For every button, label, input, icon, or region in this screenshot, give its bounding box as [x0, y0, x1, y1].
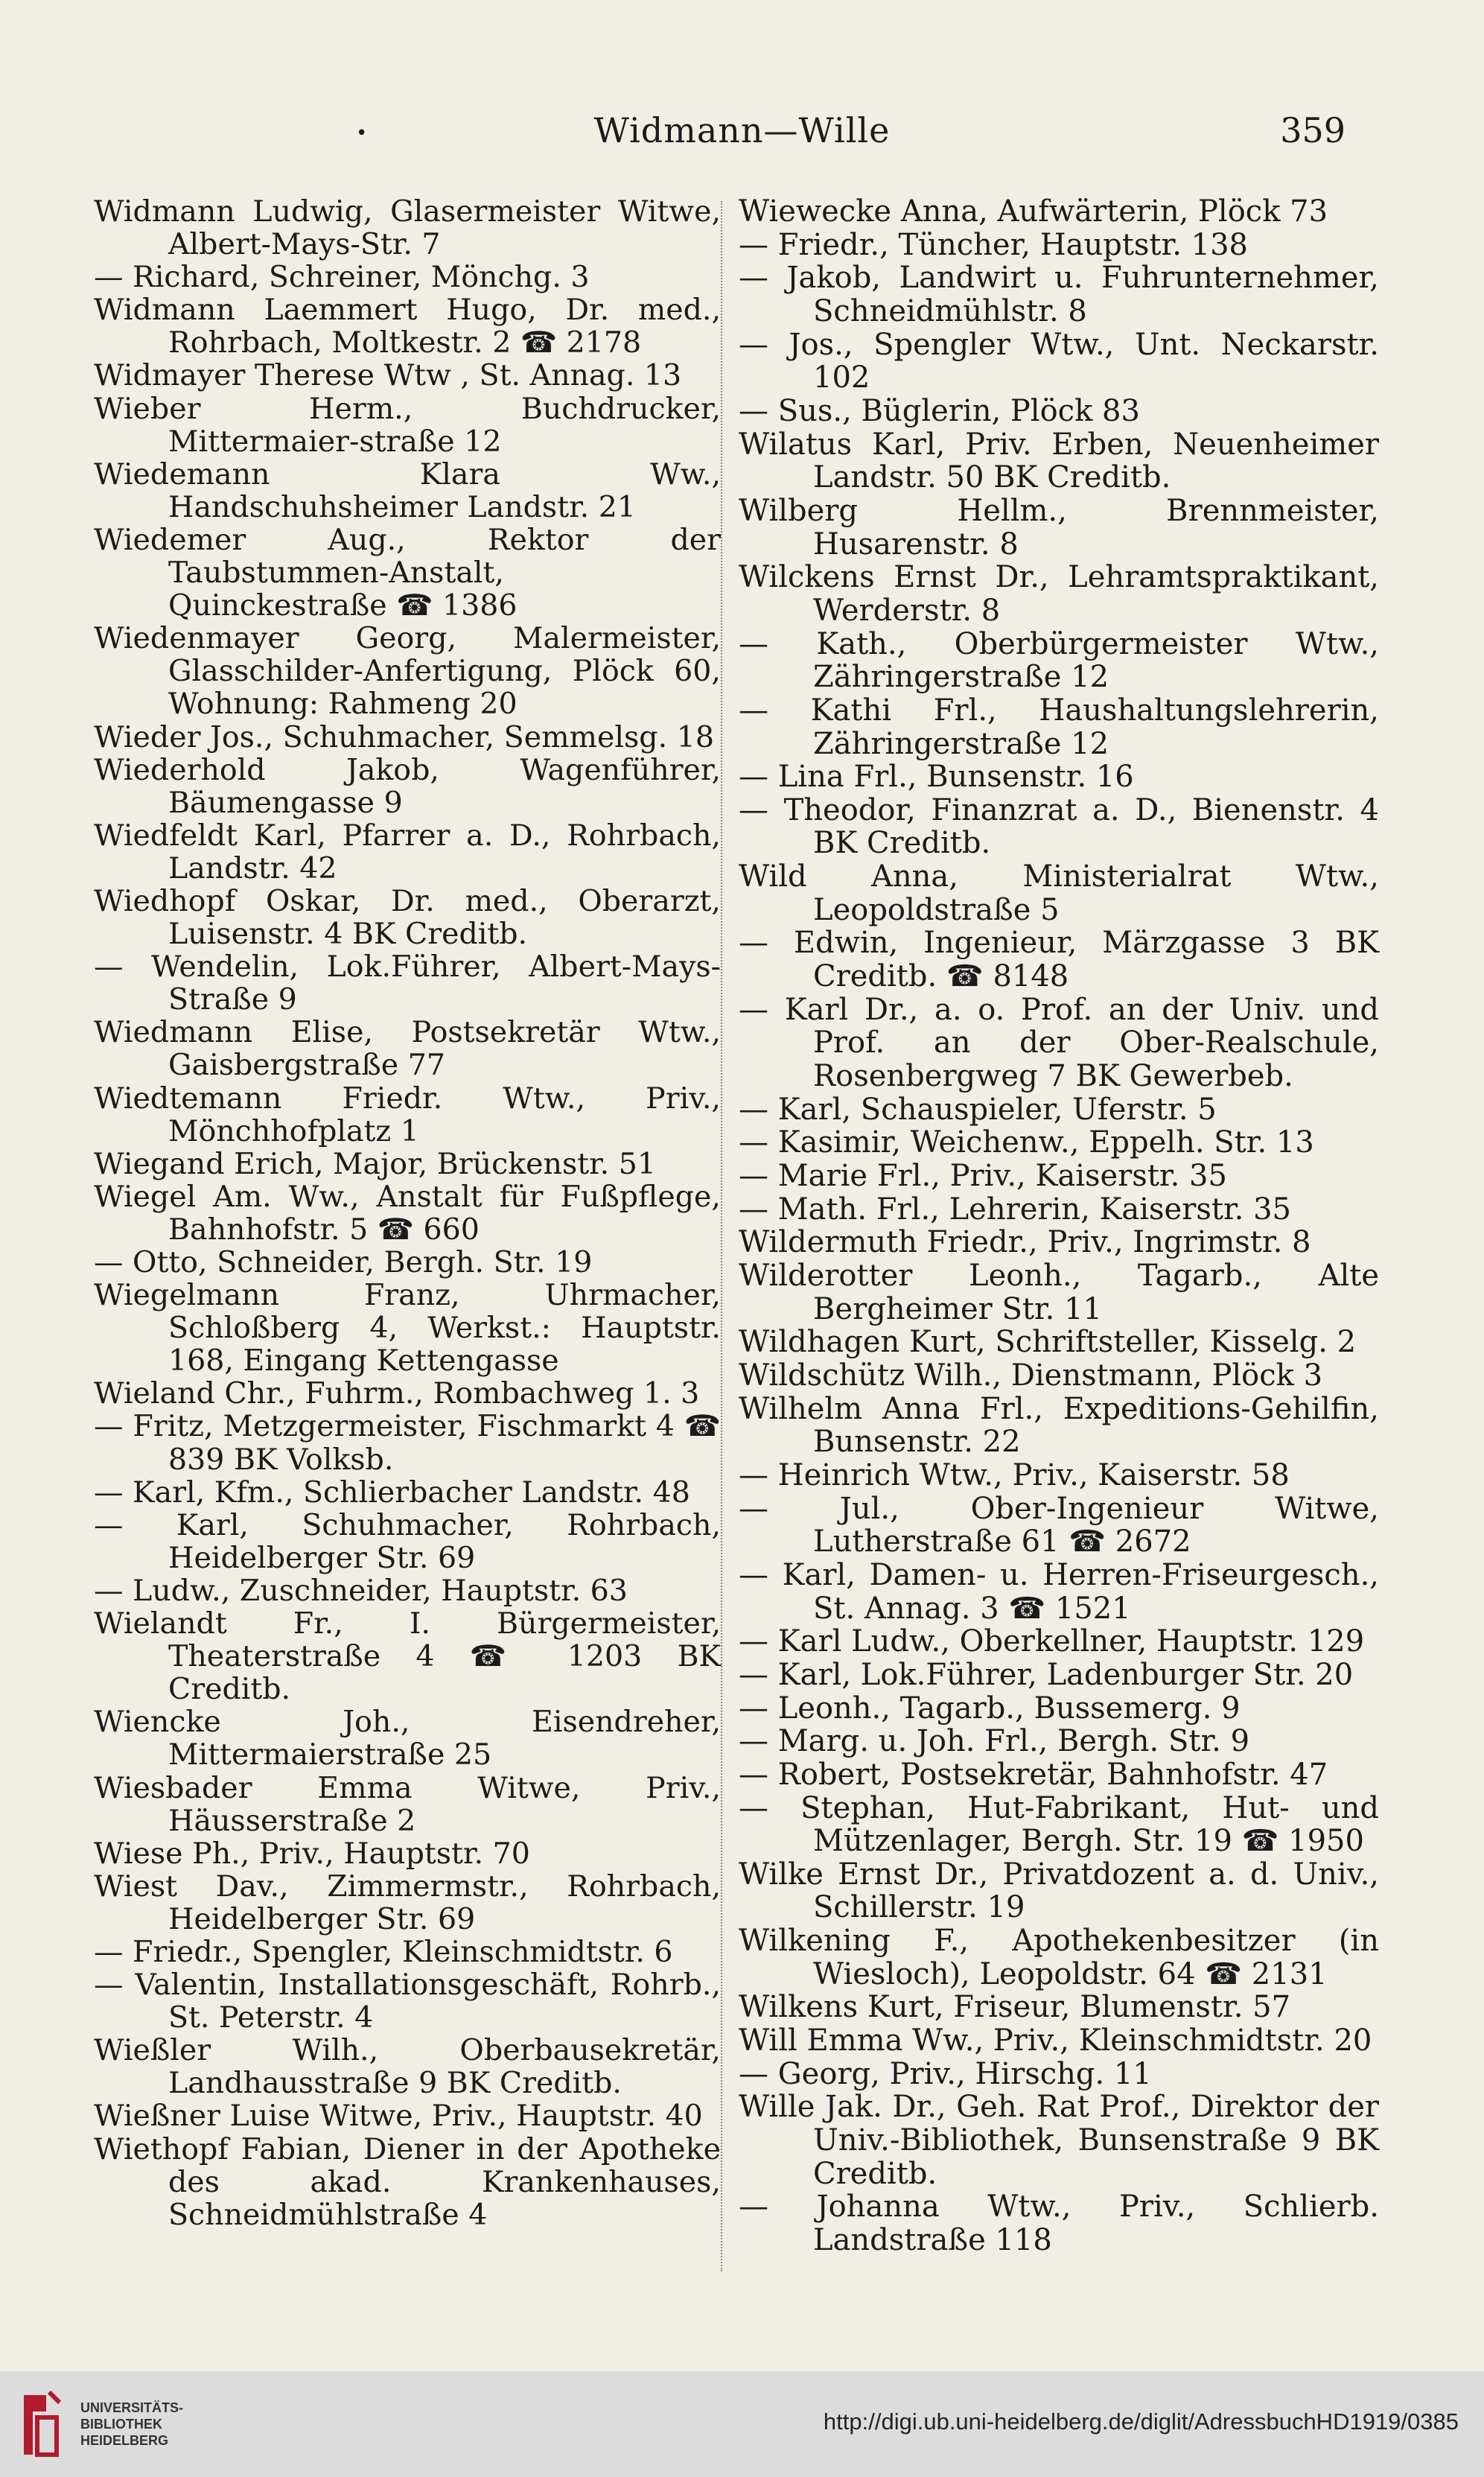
directory-entry: — Georg, Priv., Hirschg. 11 — [739, 2056, 1152, 2091]
directory-entry: Wiethopf Fabian, Diener in der Apotheke des akad. Krankenhauses, Schneidmühlstraße 4 — [94, 2131, 721, 2232]
left-column — [94, 195, 721, 2231]
directory-entry: — Kathi Frl., Haushaltungslehrerin, Zähringerstraße 12 — [739, 693, 1379, 761]
directory-entry: Wille Jak. Dr., Geh. Rat Prof., Direktor der Univ.-Bibliothek, Bunsenstraße 9 BK Creditb. — [739, 2090, 1379, 2191]
directory-entry: Wilhelm Anna Frl., Expeditions-Gehilfin, Bunsenstr. 22 — [739, 1391, 1379, 1460]
directory-entry: — Sus., Büglerin, Plöck 83 — [739, 393, 1140, 428]
directory-entry: Wiedhopf Oskar, Dr. med., Oberarzt, Luisenstr. 4 BK Creditb. — [94, 883, 721, 952]
directory-entry: Wiedmann Elise, Postsekretär Wtw., Gaisbergstraße 77 — [94, 1015, 721, 1083]
directory-entry: Wiegelmann Franz, Uhrmacher, Schloßberg 4, Werkst.: Hauptstr. 168, Eingang Kettengasse — [94, 1278, 721, 1379]
right-column — [739, 195, 1379, 2257]
directory-entry: Wieder Jos., Schuhmacher, Semmelsg. 18 — [94, 719, 714, 754]
directory-entry: — Valentin, Installationsgeschäft, Rohrb., St. Peterstr. 4 — [94, 1968, 721, 2035]
directory-entry: — Kath., Oberbürgermeister Wtw., Zähringerstraße 12 — [739, 626, 1379, 695]
directory-entry: — Karl Dr., a. o. Prof. an der Univ. und Prof. an der Ober-Realschule, Rosenbergweg 7 BK Gewerbeb. — [739, 992, 1379, 1094]
directory-entry: — Math. Frl., Lehrerin, Kaiserstr. 35 — [739, 1192, 1291, 1227]
directory-entry: Wilderotter Leonh., Tagarb., Alte Bergheimer Str. 11 — [739, 1259, 1379, 1326]
directory-entry: — Friedr., Tüncher, Hauptstr. 138 — [739, 227, 1249, 262]
directory-entry: Wiest Dav., Zimmermstr., Rohrbach, Heidelberger Str. 69 — [94, 1869, 721, 1936]
directory-entry: — Karl, Schuhmacher, Rohrbach, Heidelberger Str. 69 — [94, 1507, 721, 1575]
directory-entry: — Wendelin, Lok.Führer, Albert-Mays-Straße 9 — [94, 950, 721, 1017]
directory-entry: Wieland Chr., Fuhrm., Rombachweg 1. 3 — [94, 1376, 700, 1411]
directory-entry: — Karl, Damen- u. Herren-Friseurgesch., St. Annag. 3 ☎ 1521 — [739, 1557, 1379, 1626]
directory-entry: Wiedemer Aug., Rektor der Taubstummen-Anstalt, Quinckestraße ☎ 1386 — [94, 522, 721, 623]
directory-entry: — Richard, Schreiner, Mönchg. 3 — [94, 260, 590, 295]
directory-entry: Wiegel Am. Ww., Anstalt für Fußpflege, Bahnhofstr. 5 ☎ 660 — [94, 1179, 721, 1247]
header-bullet: • — [356, 122, 368, 144]
source-url-link[interactable]: http://digi.ub.uni-heidelberg.de/diglit/AdressbuchHD1919/0385 — [823, 2408, 1459, 2435]
directory-entry: — Kasimir, Weichenw., Eppelh. Str. 13 — [739, 1125, 1314, 1160]
directory-entry: Wiedfeldt Karl, Pfarrer a. D., Rohrbach, Landstr. 42 — [94, 818, 721, 885]
footer-bar — [0, 2371, 1484, 2477]
directory-entry: — Johanna Wtw., Priv., Schlierb. Landstraße 118 — [739, 2190, 1379, 2258]
directory-entry: Will Emma Ww., Priv., Kleinschmidtstr. 20 — [739, 2023, 1372, 2058]
running-title: Widmann—Wille — [593, 110, 891, 150]
directory-entry: — Leonh., Tagarb., Bussemerg. 9 — [739, 1691, 1241, 1726]
directory-entry: Wießler Wilh., Oberbausekretär, Landhausstraße 9 BK Creditb. — [94, 2033, 721, 2101]
directory-entry: Wießner Luise Witwe, Priv., Hauptstr. 40 — [94, 2099, 703, 2134]
directory-entry: — Heinrich Wtw., Priv., Kaiserstr. 58 — [739, 1457, 1290, 1492]
logo-line: HEIDELBERG — [80, 2433, 169, 2448]
logo-line: UNIVERSITÄTS- — [80, 2400, 184, 2415]
directory-entry: — Theodor, Finanzrat a. D., Bienenstr. 4 BK Creditb. — [739, 792, 1379, 861]
directory-entry: Wilatus Karl, Priv. Erben, Neuenheimer Landstr. 50 BK Creditb. — [739, 427, 1379, 495]
directory-entry: Wiese Ph., Priv., Hauptstr. 70 — [94, 1836, 530, 1871]
page-header — [0, 110, 1484, 170]
directory-entry: — Karl, Schauspieler, Uferstr. 5 — [739, 1092, 1217, 1127]
directory-entry: Wilke Ernst Dr., Privatdozent a. d. Univ., Schillerstr. 19 — [739, 1857, 1379, 1925]
logo-line: BIBLIOTHEK — [80, 2417, 162, 2432]
directory-entry: — Marg. u. Joh. Frl., Bergh. Str. 9 — [739, 1724, 1250, 1759]
directory-entry: — Otto, Schneider, Bergh. Str. 19 — [94, 1245, 593, 1279]
directory-entry: — Stephan, Hut-Fabrikant, Hut- und Mützenlager, Bergh. Str. 19 ☎ 1950 — [739, 1790, 1379, 1859]
directory-entry: Wilckens Ernst Dr., Lehramtspraktikant, Werderstr. 8 — [739, 560, 1379, 628]
column-divider — [721, 201, 722, 2271]
directory-entry: Wilkens Kurt, Friseur, Blumenstr. 57 — [739, 1990, 1291, 2025]
directory-entry: Wiedtemann Friedr. Wtw., Priv., Mönchhofplatz 1 — [94, 1081, 721, 1148]
directory-entry: Wildhagen Kurt, Schriftsteller, Kisselg. 2 — [739, 1325, 1357, 1360]
directory-entry: — Friedr., Spengler, Kleinschmidtstr. 6 — [94, 1934, 673, 1969]
directory-entry: — Ludw., Zuschneider, Hauptstr. 63 — [94, 1573, 628, 1608]
directory-entry: — Edwin, Ingenieur, Märzgasse 3 BK Creditb. ☎ 8148 — [739, 926, 1379, 994]
directory-entry: Wiencke Joh., Eisendreher, Mittermaierstraße 25 — [94, 1705, 721, 1772]
directory-entry: Wieber Herm., Buchdrucker, Mittermaier-straße 12 — [94, 391, 721, 459]
directory-entry: — Karl Ludw., Oberkellner, Hauptstr. 129 — [739, 1624, 1365, 1659]
directory-entry: Widmann Laemmert Hugo, Dr. med., Rohrbach, Moltkestr. 2 ☎ 2178 — [94, 293, 721, 360]
directory-entry: Wiedenmayer Georg, Malermeister, Glasschilder-Anfertigung, Plöck 60, Wohnung: Rahmeng 20 — [94, 621, 721, 722]
directory-entry: — Jul., Ober-Ingenieur Witwe, Lutherstraße 61 ☎ 2672 — [739, 1491, 1379, 1559]
directory-entry: Wild Anna, Ministerialrat Wtw., Leopoldstraße 5 — [739, 859, 1379, 927]
directory-entry: Wildschütz Wilh., Dienstmann, Plöck 3 — [739, 1358, 1323, 1393]
directory-entry: — Lina Frl., Bunsenstr. 16 — [739, 760, 1134, 795]
directory-entry: Wilkening F., Apothekenbesitzer (in Wiesloch), Leopoldstr. 64 ☎ 2131 — [739, 1924, 1379, 1991]
directory-entry: Wildermuth Friedr., Priv., Ingrimstr. 8 — [739, 1225, 1311, 1260]
directory-entry: Wilberg Hellm., Brennmeister, Husarenstr. 8 — [739, 493, 1379, 562]
university-library-logo-icon — [16, 2389, 63, 2461]
directory-entry: — Karl, Lok.Führer, Ladenburger Str. 20 — [739, 1657, 1354, 1692]
directory-entry: Wiesbader Emma Witwe, Priv., Häusserstraße 2 — [94, 1770, 721, 1838]
directory-entry: Wiewecke Anna, Aufwärterin, Plöck 73 — [739, 194, 1328, 229]
directory-entry: Widmayer Therese Wtw , St. Annag. 13 — [94, 358, 682, 393]
directory-entry: Wiederhold Jakob, Wagenführer, Bäumengasse 9 — [94, 752, 721, 820]
directory-entry: — Robert, Postsekretär, Bahnhofstr. 47 — [739, 1757, 1328, 1792]
directory-entry: — Jakob, Landwirt u. Fuhrunternehmer, Schneidmühlstr. 8 — [739, 261, 1379, 328]
library-logo-text — [80, 2400, 183, 2449]
directory-entry: — Marie Frl., Priv., Kaiserstr. 35 — [739, 1159, 1227, 1194]
directory-entry: Wiedemann Klara Ww., Handschuhsheimer Landstr. 21 — [94, 457, 721, 524]
directory-entry: Wielandt Fr., I. Bürgermeister, Theaterstraße 4 ☎ 1203 BK Creditb. — [94, 1606, 721, 1707]
page-number: 359 — [1280, 110, 1346, 150]
directory-entry: Widmann Ludwig, Glasermeister Witwe, Albert-Mays-Str. 7 — [94, 194, 721, 262]
directory-entry: — Fritz, Metzgermeister, Fischmarkt 4 ☎ 839 BK Volksb. — [94, 1409, 721, 1477]
directory-entry: Wiegand Erich, Major, Brückenstr. 51 — [94, 1146, 657, 1181]
directory-entry: — Karl, Kfm., Schlierbacher Landstr. 48 — [94, 1475, 690, 1510]
directory-entry: — Jos., Spengler Wtw., Unt. Neckarstr. 102 — [739, 327, 1379, 395]
